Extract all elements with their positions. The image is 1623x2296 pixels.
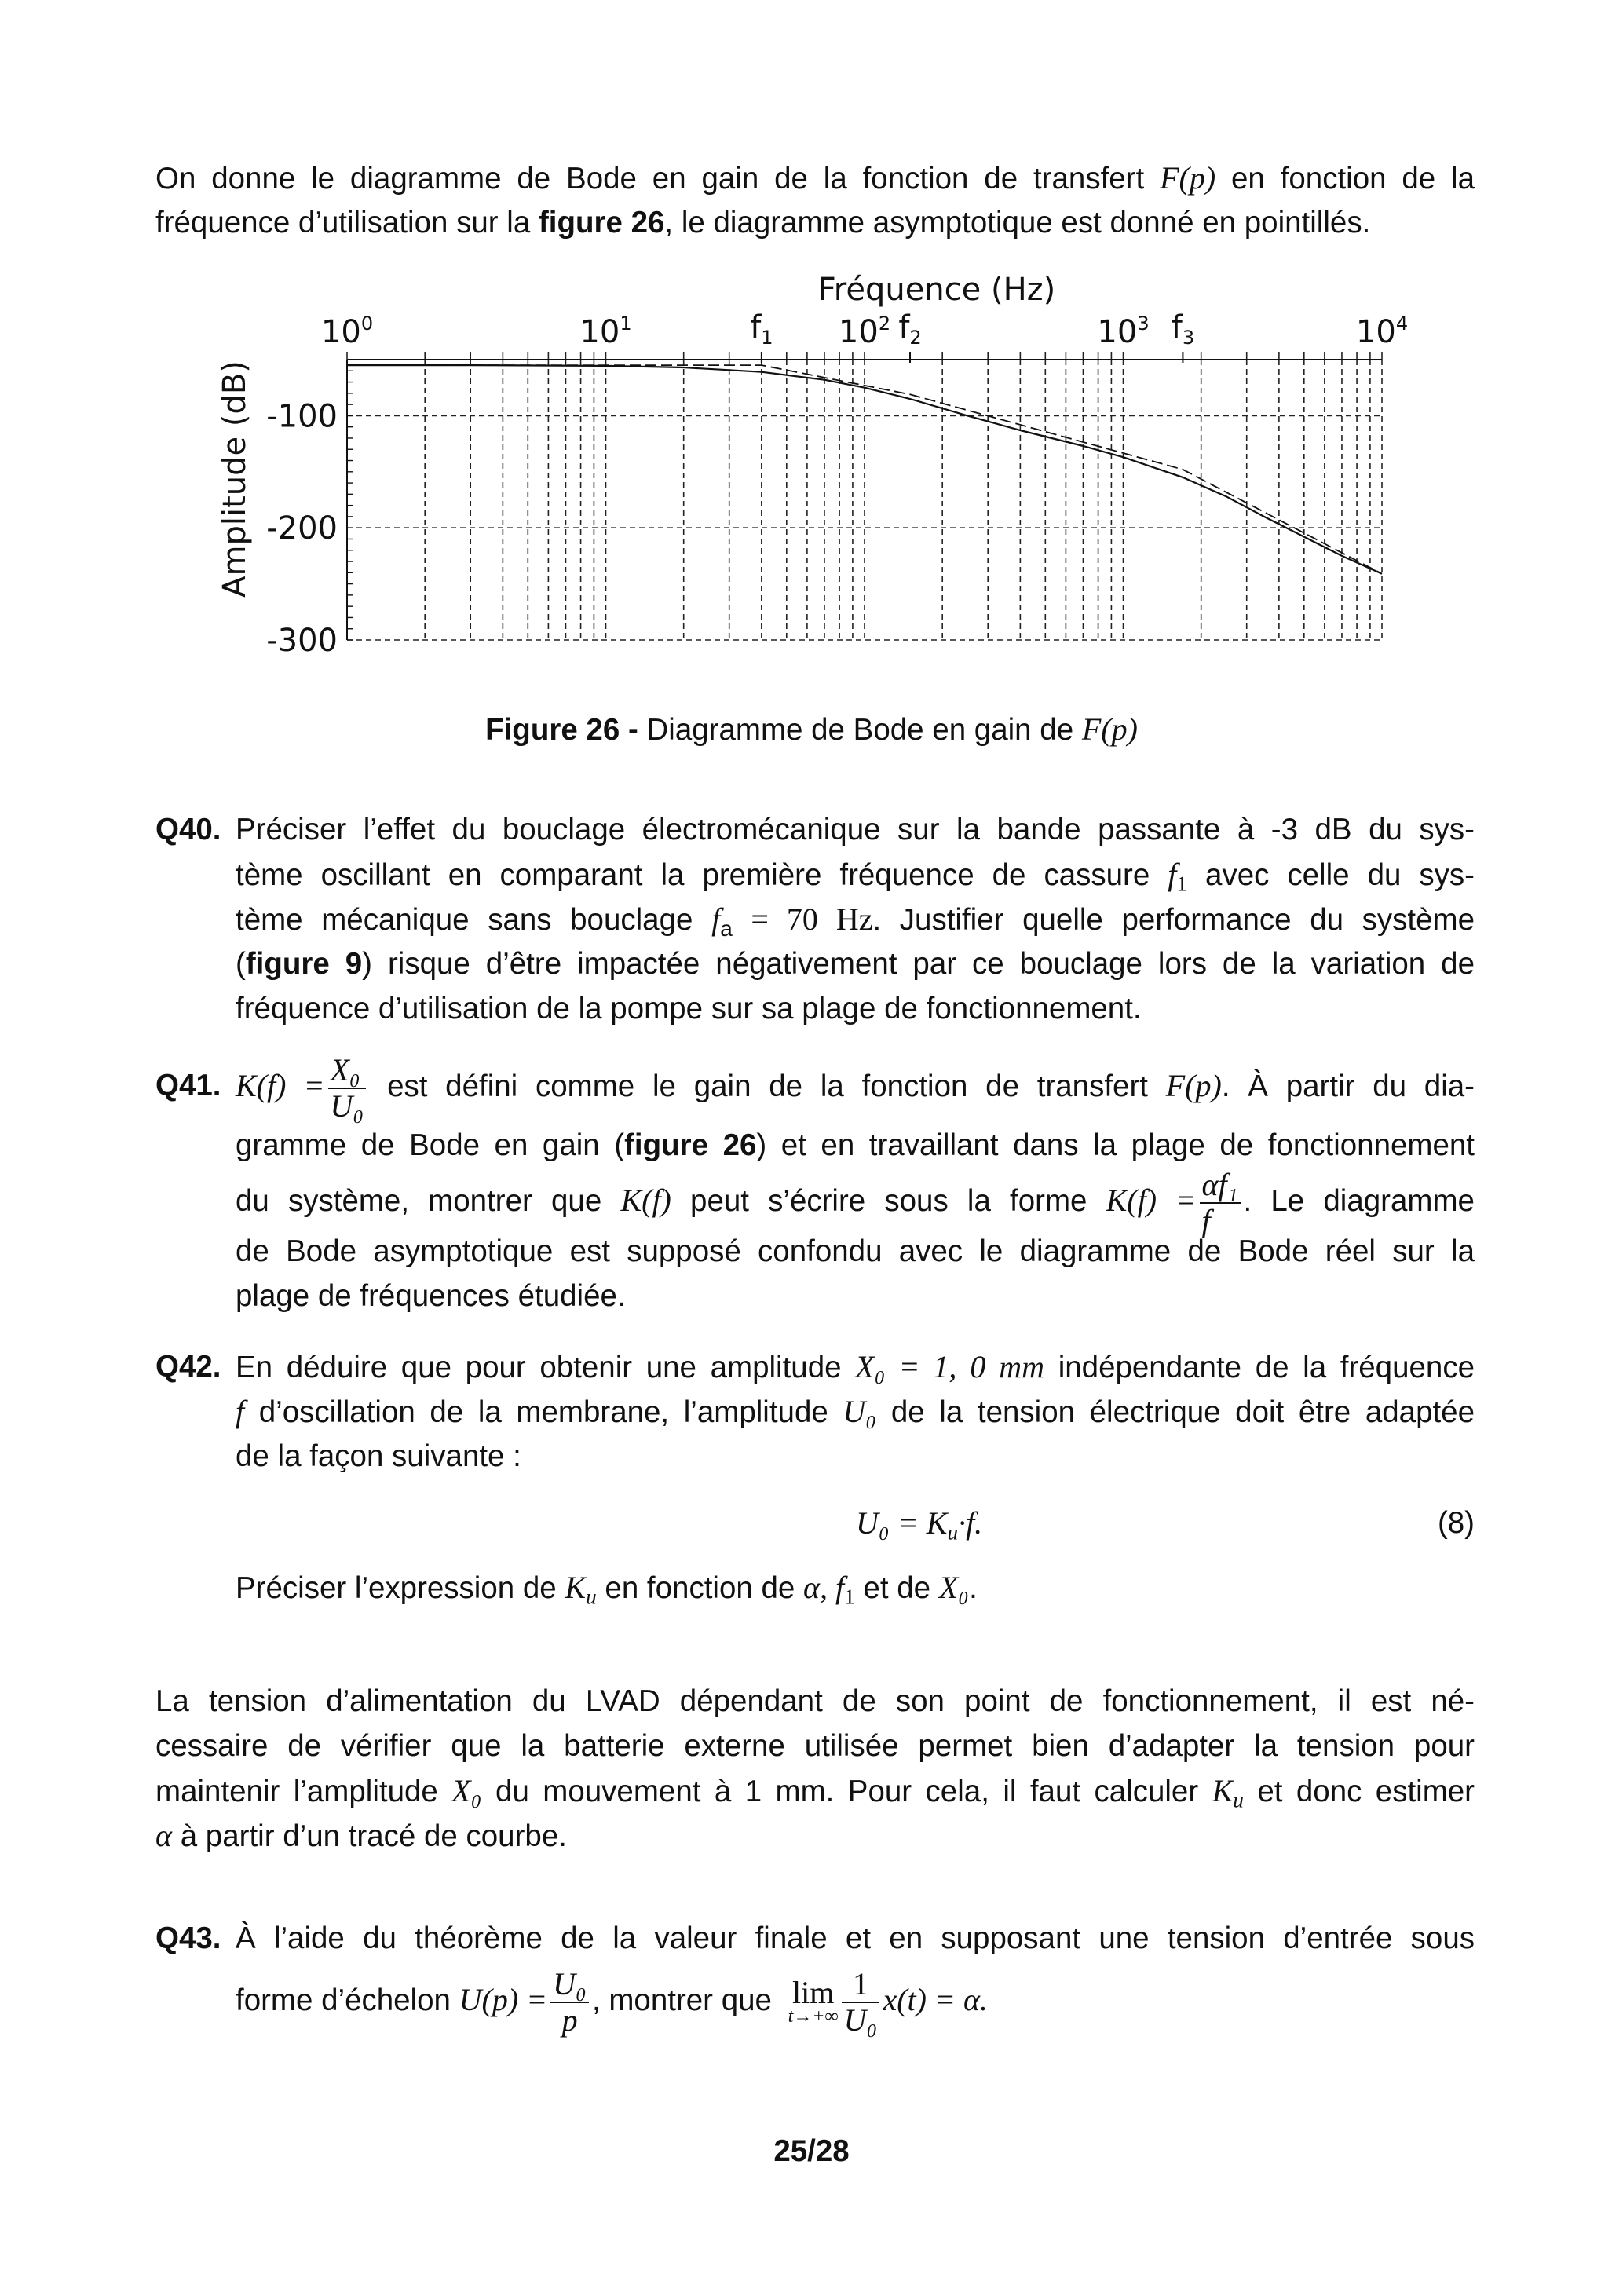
y-tick-labels	[266, 398, 338, 659]
figure-caption-text: Diagramme de Bode en gain de	[646, 713, 1074, 747]
fraction-alpha-f1-f	[1200, 1168, 1241, 1238]
math-F-p: F(p)	[1081, 711, 1138, 747]
frac-num: 1	[842, 1967, 880, 2003]
paragraph-text: et donc estimer	[1257, 1775, 1475, 1808]
paragraph-2	[155, 1679, 1475, 1858]
equation-rhs: ·f.	[958, 1505, 983, 1541]
question-text: Préciser l’effet du bouclage électromécanique sur la bande passante à -3 dB du sys-	[236, 813, 1475, 846]
math-f: f	[1168, 857, 1177, 892]
question-text: du système, montrer que	[236, 1184, 602, 1219]
math-K-f: K(f) =	[236, 1068, 325, 1103]
question-text: de la tension électrique doit être adaptée	[890, 1395, 1475, 1429]
math-sub: u	[1233, 1788, 1244, 1812]
bode-chart	[0, 259, 1623, 667]
question-text: ) et en travaillant dans la plage de fonctionnement	[756, 1128, 1475, 1162]
question-text: , montrer que	[591, 1983, 772, 2017]
y-tick-label: -100	[266, 398, 338, 435]
math-limit-result: x(t) = α.	[883, 1982, 988, 2017]
math-sub: u	[586, 1585, 597, 1609]
question-text: À l’aide du théorème de la valeur finale et en supposant une tension d’entrée sous	[236, 1921, 1475, 1955]
math-sub: a	[720, 916, 733, 941]
y-axis-label: Amplitude (dB)	[217, 360, 253, 598]
question-number: Q43.	[155, 1921, 221, 1955]
question-text: En déduire que pour obtenir une amplitude	[236, 1351, 842, 1384]
math-F-p: F(p)	[1160, 160, 1216, 196]
x-tick-label: $10^1$	[579, 313, 632, 350]
x-tick-label: $10^2$	[838, 313, 891, 350]
frac-num: αf₁	[1200, 1168, 1241, 1204]
figure-caption	[0, 711, 1623, 748]
x-tick-label: $10^3$	[1097, 313, 1150, 350]
question-number: Q40.	[155, 813, 221, 846]
equation-8	[236, 1479, 1475, 1565]
math-alpha: α	[155, 1818, 172, 1853]
x-tick-label: $10^0$	[320, 313, 374, 350]
question-text: avec celle du sys-	[1205, 858, 1475, 892]
frac-den: U₀	[330, 1088, 364, 1124]
math-U0: U₀	[843, 1394, 877, 1429]
question-text: indépendante de la fréquence	[1058, 1351, 1475, 1384]
intro-text: fréquence d’utilisation sur la	[155, 206, 531, 239]
equation-lhs: U₀ = K	[856, 1505, 948, 1541]
math-f: f	[711, 901, 721, 937]
question-text: plage de fréquences étudiée.	[236, 1279, 626, 1313]
question-text: Préciser l’expression de	[236, 1571, 557, 1605]
math-F-p: F(p)	[1165, 1068, 1222, 1103]
math-K: K	[1212, 1773, 1234, 1808]
frac-num: X₀	[328, 1053, 367, 1089]
intro-paragraph	[155, 155, 1475, 245]
intro-text: On donne le diagramme de Bode en gain de la fonction de transfert	[155, 162, 1145, 196]
equation-number: (8)	[1437, 1506, 1475, 1540]
figure-ref: figure 26	[624, 1128, 757, 1162]
question-text: d’oscillation de la membrane, l’amplitude	[258, 1395, 828, 1429]
question-text: gramme de Bode en gain (	[236, 1128, 625, 1162]
math-K: K	[565, 1570, 587, 1605]
paragraph-text: cessaire de vérifier que la batterie externe utilisée permet bien d’adapter la tension pour	[155, 1729, 1475, 1763]
question-text: forme d’échelon	[236, 1983, 451, 2017]
math-f: f	[236, 1394, 245, 1429]
question-text: est défini comme le gain de la fonction de transfert	[387, 1069, 1148, 1103]
page-number: 25/28	[773, 2134, 850, 2168]
question-text: fréquence d’utilisation de la pompe sur sa plage de fonctionnement.	[236, 992, 1142, 1026]
figure-label: Figure 26 -	[485, 713, 638, 747]
question-text: . Justifier quelle performance du système	[872, 903, 1475, 937]
frac-num: U₀	[550, 1967, 589, 2003]
math-X0: X₀	[938, 1570, 970, 1605]
math-alpha-f: α, f	[803, 1570, 845, 1605]
question-text: ) risque d’être impactée négativement par ce bouclage lors de la variation de	[362, 947, 1475, 981]
marker-label: $f_2$	[898, 309, 922, 349]
math-K-f: K(f)	[620, 1183, 671, 1219]
question-text: (	[236, 947, 246, 981]
question-number: Q41.	[155, 1069, 221, 1102]
math-sub: 1	[844, 1585, 855, 1609]
question-text: en fonction de	[605, 1571, 795, 1605]
math-value: = 70 Hz	[751, 901, 873, 937]
question-text: . Le diagramme	[1243, 1184, 1475, 1219]
marker-label: $f_3$	[1171, 309, 1195, 349]
fraction-U0-p	[550, 1967, 589, 2038]
y-tick-label: -200	[266, 510, 338, 547]
fraction-1-U0	[842, 1967, 880, 2038]
question-text: tème mécanique sans bouclage	[236, 903, 693, 937]
frac-den: p	[561, 2002, 578, 2038]
lim-text: lim	[791, 1974, 835, 2010]
intro-text: en fonction de la	[1231, 162, 1475, 196]
frac-den: f	[1201, 1203, 1211, 1238]
question-text: de Bode asymptotique est supposé confondu avec le diagramme de Bode réel sur la	[236, 1234, 1475, 1268]
question-text: tème oscillant en comparant la première fréquence de cassure	[236, 858, 1150, 892]
figure-ref: figure 26	[538, 206, 665, 239]
question-text: .	[969, 1571, 978, 1605]
question-text: peut s’écrire sous la forme	[690, 1184, 1087, 1219]
math-K-f: K(f) =	[1106, 1183, 1197, 1219]
math-U-p: U(p) =	[459, 1982, 548, 2017]
frac-den: U₀	[843, 2002, 878, 2038]
math-X0-value: X₀ = 1, 0 mm	[855, 1349, 1045, 1384]
fraction-X0-U0	[328, 1053, 367, 1124]
paragraph-text: à partir d’un tracé de courbe.	[180, 1819, 567, 1853]
question-text: de la façon suivante :	[236, 1439, 521, 1473]
question-text: et de	[863, 1571, 931, 1605]
paragraph-text: maintenir l’amplitude	[155, 1775, 438, 1808]
x-tick-label: $10^4$	[1355, 313, 1409, 350]
limit-operator	[788, 1974, 839, 2027]
math-sub: 1	[1176, 872, 1188, 896]
question-text: . À partir du dia-	[1221, 1069, 1475, 1103]
y-tick-label: -300	[266, 623, 338, 659]
x-tick-labels	[321, 313, 1408, 350]
math-X0: X₀	[451, 1773, 482, 1808]
paragraph-text: du mouvement à 1 mm. Pour cela, il faut calculer	[495, 1775, 1199, 1808]
intro-text: , le diagramme asymptotique est donné en pointillés.	[664, 206, 1371, 239]
paragraph-text: La tension d’alimentation du LVAD dépendant de son point de fonctionnement, il est né-	[155, 1684, 1475, 1718]
chart-title: Fréquence (Hz)	[817, 272, 1056, 308]
question-number: Q42.	[155, 1350, 221, 1384]
marker-label: $f_1$	[750, 309, 773, 349]
math-sub: u	[947, 1520, 959, 1545]
figure-ref: figure 9	[245, 947, 363, 981]
lim-sub: t→+∞	[788, 2005, 839, 2027]
